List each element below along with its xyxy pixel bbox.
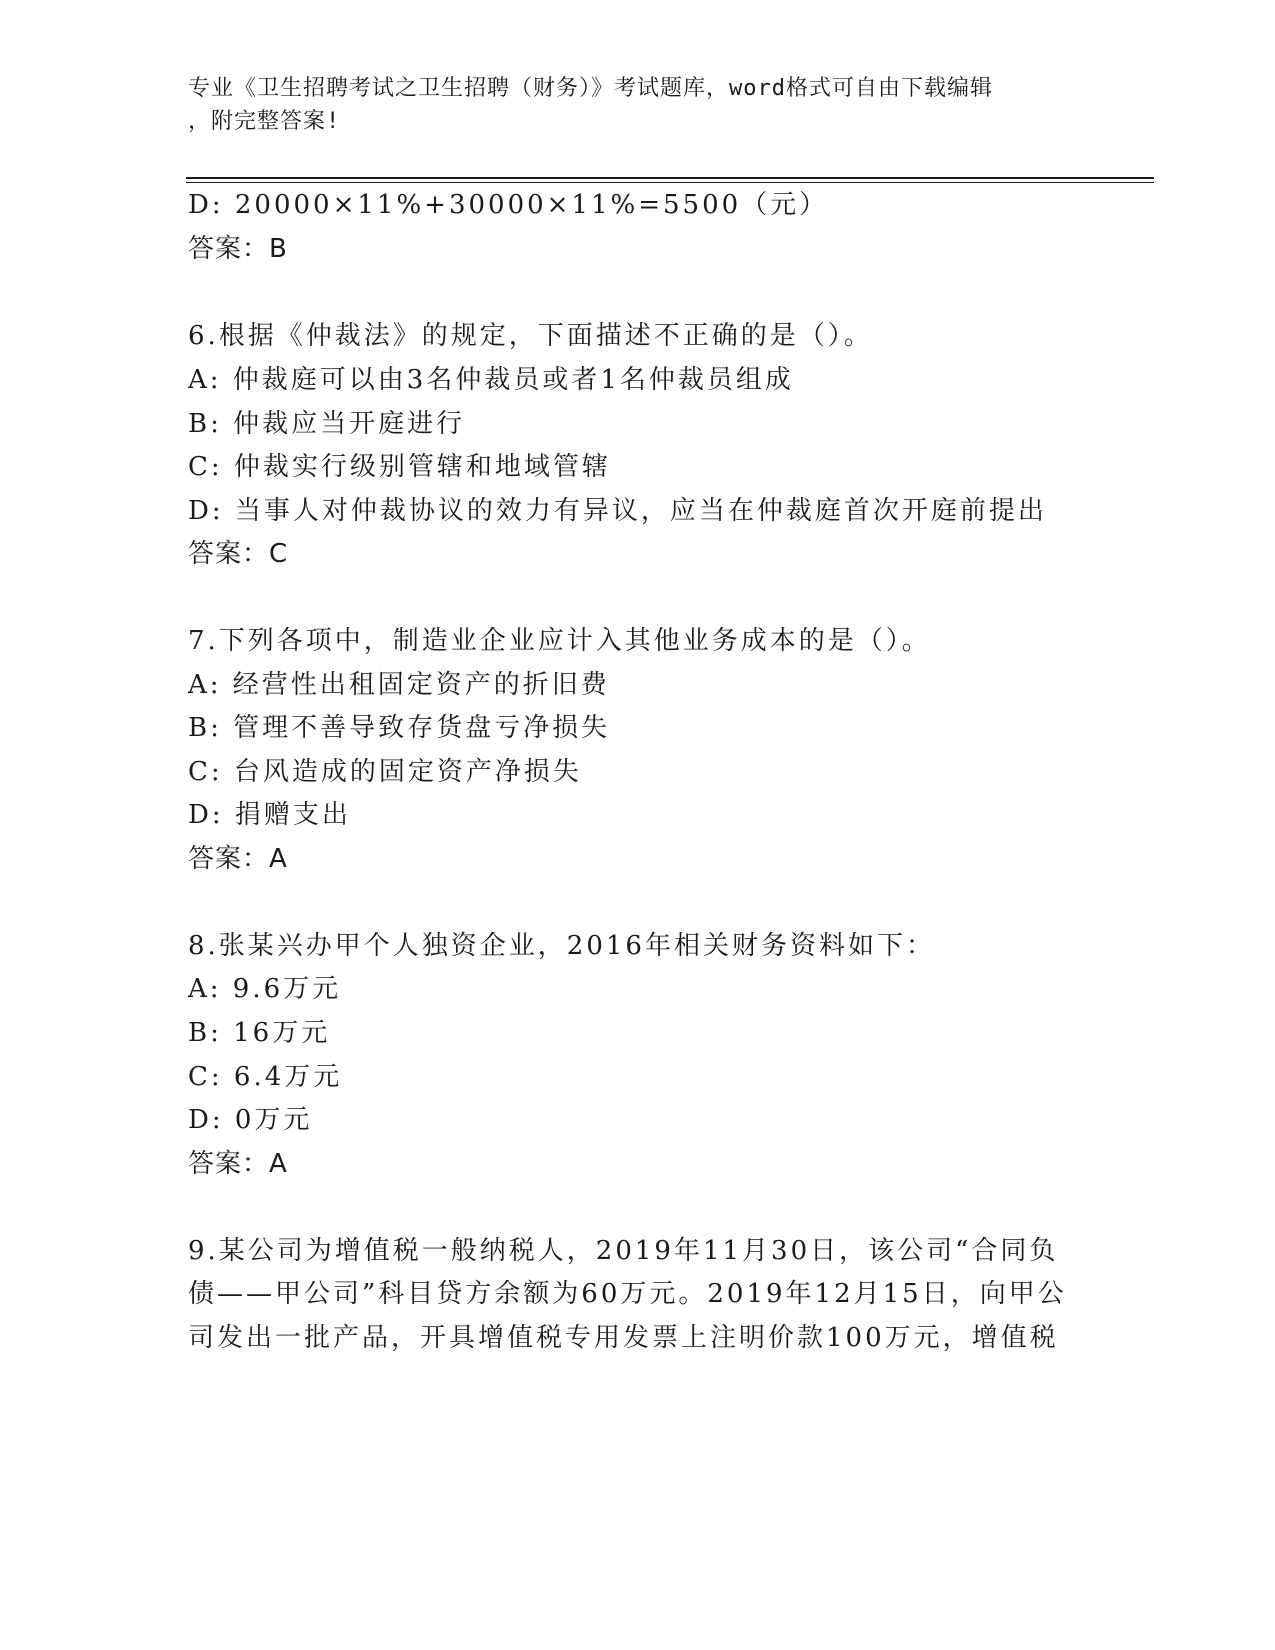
q8-option-a: A: 9.6万元 [188, 974, 342, 1004]
q7-answer: 答案：A [188, 844, 288, 874]
q7-option-a: A: 经营性出租固定资产的折旧费 [188, 670, 610, 700]
q5-answer: 答案：B [188, 234, 288, 264]
document-header [188, 72, 1088, 138]
q7-option-d: D: 捐赠支出 [188, 800, 351, 830]
q6-option-b: B: 仲裁应当开庭进行 [188, 409, 466, 439]
header-divider-thin [186, 182, 1154, 183]
q6-option-d: D: 当事人对仲裁协议的效力有异议，应当在仲裁庭首次开庭前提出 [188, 496, 1047, 526]
q8-option-b: B: 16万元 [188, 1018, 331, 1048]
q9-line-2: 债——甲公司”科目贷方余额为60万元。2019年12月15日，向甲公 [188, 1279, 1067, 1309]
q8-option-d: D: 0万元 [188, 1105, 313, 1135]
q8-answer: 答案：A [188, 1149, 288, 1179]
q7-stem: 7.下列各项中，制造业企业应计入其他业务成本的是（）。 [188, 626, 931, 656]
q6-option-a: A: 仲裁庭可以由3名仲裁员或者1名仲裁员组成 [188, 365, 794, 395]
q7-option-b: B: 管理不善导致存货盘亏净损失 [188, 713, 611, 743]
q6-stem: 6.根据《仲裁法》的规定，下面描述不正确的是（）。 [188, 321, 873, 351]
q8-stem: 8.张某兴办甲个人独资企业，2016年相关财务资料如下： [188, 931, 935, 961]
q5-option-d: D: 20000×11%+30000×11%=5500（元） [188, 190, 829, 220]
q9-line-3: 司发出一批产品，开具增值税专用发票上注明价款100万元，增值税 [188, 1323, 1059, 1353]
header-line-1: 专业《卫生招聘考试之卫生招聘（财务）》考试题库，word格式可自由下载编辑 [188, 76, 993, 101]
q9-line-1: 9.某公司为增值税一般纳税人，2019年11月30日，该公司“合同负 [188, 1236, 1059, 1266]
q6-answer: 答案：C [188, 539, 289, 569]
q6-option-c: C: 仲裁实行级别管辖和地域管辖 [188, 452, 611, 482]
q8-option-c: C: 6.4万元 [188, 1062, 343, 1092]
header-line-2: ，附完整答案! [188, 109, 341, 134]
header-divider-thick [186, 177, 1154, 179]
q7-option-c: C: 台风造成的固定资产净损失 [188, 757, 582, 787]
